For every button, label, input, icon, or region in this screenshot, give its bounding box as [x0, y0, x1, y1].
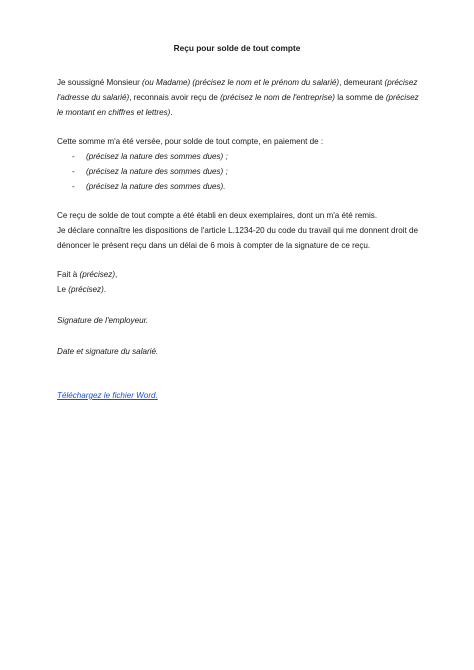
placeholder-civility: (ou Madame) [142, 78, 191, 87]
text-segment: . [103, 285, 107, 294]
employee-signature-label: Date et signature du salarié. [57, 347, 159, 356]
payment-intro: Cette somme m'a été versée, pour solde de tout compte, en paiement de : [57, 137, 324, 146]
list-dash: - [72, 167, 75, 176]
receipt-paragraph [57, 208, 422, 253]
receipt-copies-text: Ce reçu de solde de tout compte a été établi en deux exemplaires, dont un m'a été remis. [57, 211, 378, 220]
employer-signature-label: Signature de l'employeur. [57, 316, 149, 325]
text-segment: , reconnais avoir reçu de [129, 93, 221, 102]
employee-signature-section [57, 344, 422, 359]
download-word-link[interactable]: Téléchargez le fichier Word. [57, 391, 158, 400]
list-item [57, 164, 422, 179]
text-segment: Le [57, 285, 69, 294]
list-item [57, 149, 422, 164]
sums-list [57, 149, 422, 194]
text-segment: . [170, 108, 173, 117]
text-segment: la somme de [334, 93, 386, 102]
payment-section [57, 134, 422, 194]
place-line [57, 267, 422, 282]
placeholder-employee-name: (précisez le nom et le prénom du salarié) [192, 78, 340, 87]
list-item-text: (précisez la nature des sommes dues) ; [86, 167, 228, 176]
text-segment: Je soussigné Monsieur [57, 78, 143, 87]
placeholder-amount: (précisez le montant en chiffres et lettres) [57, 93, 419, 117]
place-date-section [57, 267, 422, 297]
document-title: Reçu pour solde de tout compte [173, 43, 301, 53]
date-line [57, 282, 422, 297]
list-dash: - [72, 182, 75, 191]
placeholder-company-name: (précisez le nom de l'entreprise) [220, 93, 335, 102]
list-dash: - [72, 152, 75, 161]
list-item-text: (précisez la nature des sommes dues) ; [86, 152, 228, 161]
declaration-paragraph [57, 75, 422, 120]
declaration-text [57, 75, 422, 120]
list-item [57, 179, 422, 194]
text-segment: Fait à [57, 270, 80, 279]
placeholder-date: (précisez) [68, 285, 104, 294]
download-section [57, 388, 422, 403]
text-segment: , demeurant [339, 78, 385, 87]
legal-notice-text: Je déclare connaître les dispositions de l'article L.1234-20 du code du travail qui me donnent droit de dénoncer le présent reçu dans un délai de 6 mois à compter de la signature de ce reçu. [57, 226, 419, 250]
placeholder-place: (précisez) [79, 270, 116, 279]
placeholder-employee-address: (précisez l'adresse du salarié) [57, 78, 418, 102]
employer-signature-section [57, 313, 422, 328]
text-segment: , [115, 270, 118, 279]
list-item-text: (précisez la nature des sommes dues). [86, 182, 226, 191]
